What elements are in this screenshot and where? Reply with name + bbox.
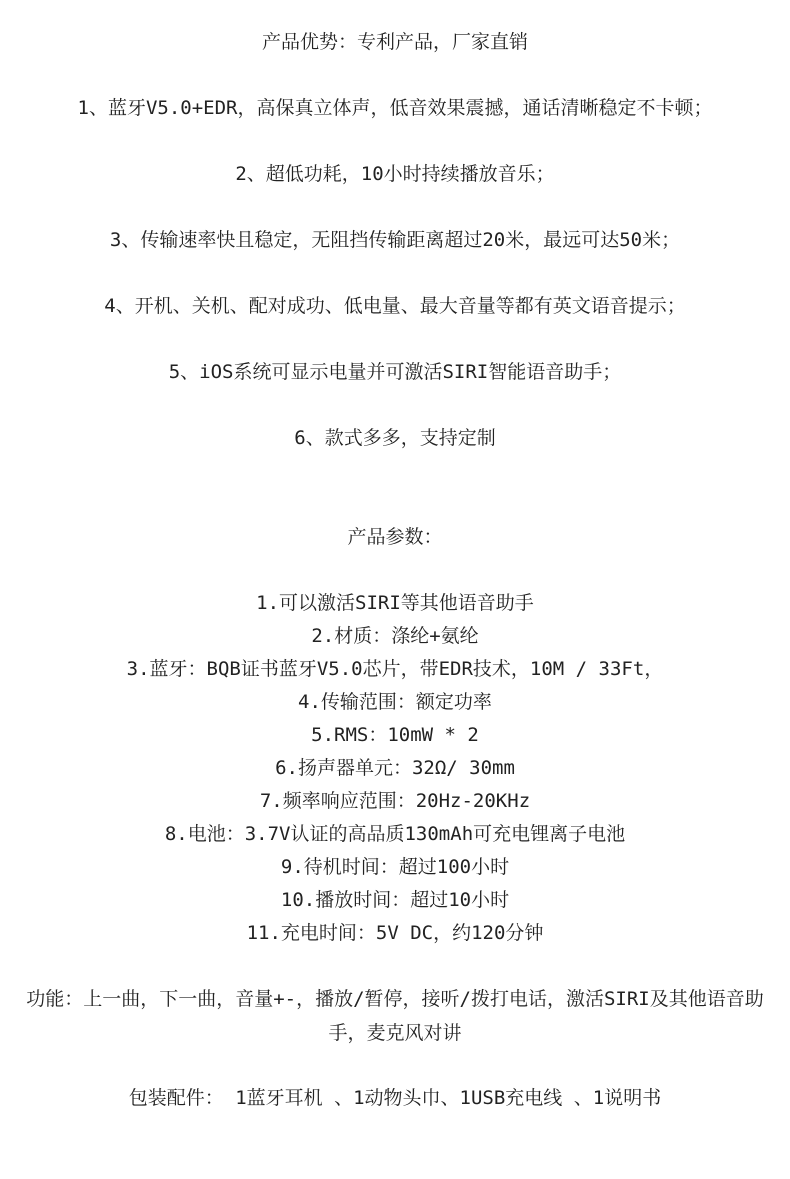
parameter-item: 10.播放时间：超过10小时 xyxy=(280,889,510,911)
parameter-item: 8.电池：3.7V认证的高品质130mAh可充电锂离子电池 xyxy=(164,823,626,845)
parameter-item: 2.材质：涤纶+氨纶 xyxy=(311,625,479,647)
parameter-item: 9.待机时间：超过100小时 xyxy=(280,856,510,878)
package-contents: 包装配件： 1蓝牙耳机 、1动物头巾、1USB充电线 、1说明书 xyxy=(128,1087,662,1109)
parameter-item: 11.充电时间：5V DC，约120分钟 xyxy=(246,922,544,944)
advantage-item: 1、蓝牙V5.0+EDR，高保真立体声，低音效果震撼，通话清晰稳定不卡顿； xyxy=(77,97,713,119)
parameter-item: 5.RMS：10mW * 2 xyxy=(311,724,479,746)
advantage-item: 4、开机、关机、配对成功、低电量、最大音量等都有英文语音提示； xyxy=(104,295,686,317)
functions-text: 功能：上一曲，下一曲，音量+-，播放/暂停，接听/拨打电话，激活SIRI及其他语音助手，麦克风对讲 xyxy=(26,988,764,1044)
parameter-item: 3.蓝牙：BQB证书蓝牙V5.0芯片，带EDR技术，10M / 33Ft， xyxy=(126,658,664,680)
advantage-item: 6、款式多多，支持定制 xyxy=(294,427,496,449)
advantage-item: 3、传输速率快且稳定，无阻挡传输距离超过20米，最远可达50米； xyxy=(109,229,681,251)
advantage-item: 5、iOS系统可显示电量并可激活SIRI智能语音助手； xyxy=(168,361,622,383)
parameter-item: 1.可以激活SIRI等其他语音助手 xyxy=(256,592,534,614)
parameters-heading: 产品参数： xyxy=(347,526,443,548)
parameter-item: 6.扬声器单元：32Ω/ 30mm xyxy=(275,757,515,779)
advantages-heading: 产品优势：专利产品，厂家直销 xyxy=(261,31,528,53)
advantage-item: 2、超低功耗，10小时持续播放音乐； xyxy=(235,163,555,185)
parameter-item: 7.频率响应范围：20Hz-20KHz xyxy=(259,790,531,812)
parameter-item: 4.传输范围：额定功率 xyxy=(298,691,492,713)
